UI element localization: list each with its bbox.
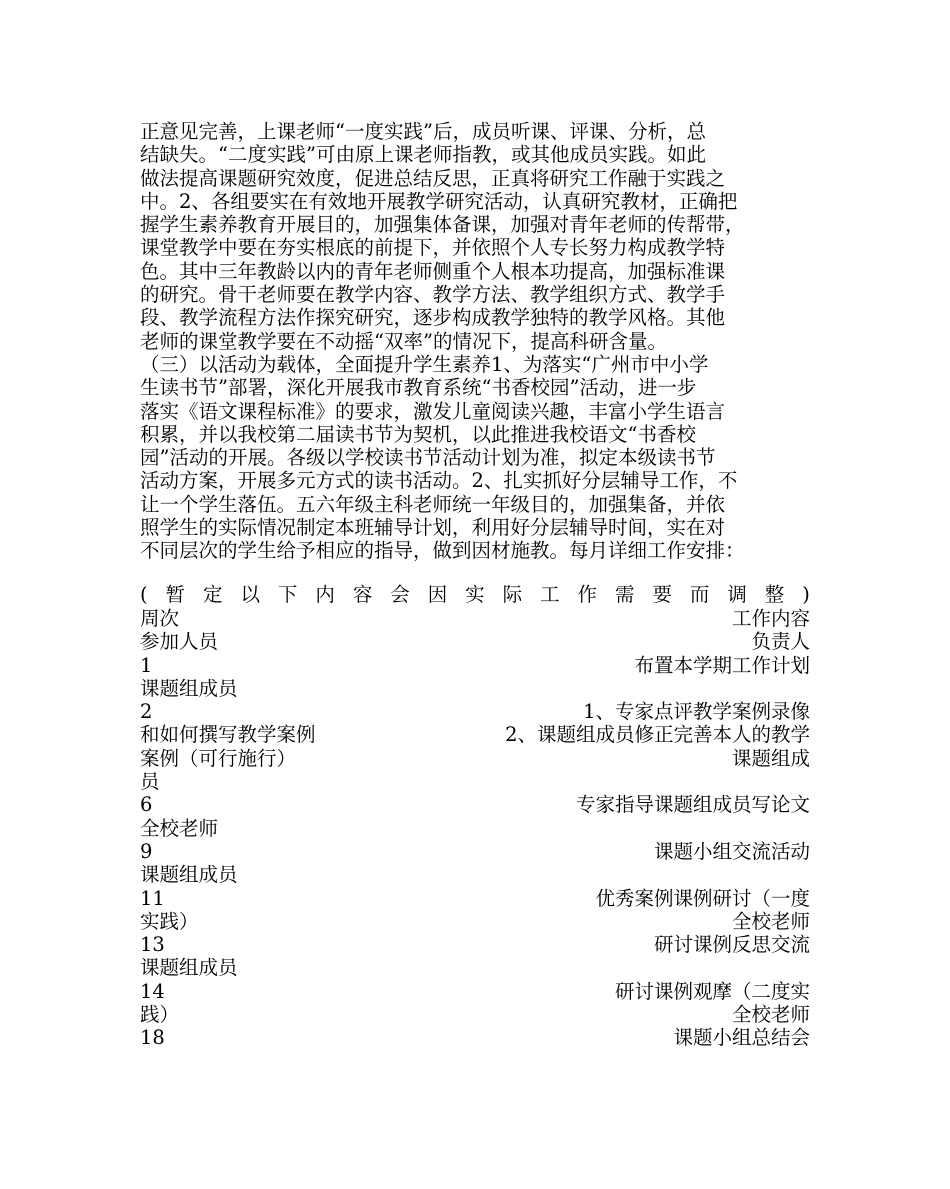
row-left-cell: 9 — [140, 839, 153, 863]
paragraph-line: 段、教学流程方法作探究研究，逐步构成教学独特的教学风格。其他 — [140, 306, 726, 330]
paragraph-line: 结缺失。“二度实践”可由原上课老师指教，或其他成员实践。如此 — [140, 143, 706, 167]
row-right-cell: 工作内容 — [731, 607, 810, 630]
row-left-cell: 13 — [140, 933, 165, 957]
table-row — [140, 607, 810, 630]
note-char: 调 — [727, 583, 747, 606]
paragraph-line: 不同层次的学生给予相应的指导，做到因材施教。每月详细工作安排： — [140, 539, 745, 563]
paragraph-line: 生读书节”部署，深化开展我市教育系统“书香校园”活动，进一步 — [140, 376, 697, 400]
paragraph-line: 色。其中三年教龄以内的青年老师侧重个人根本功提高，加强标准课 — [140, 259, 726, 283]
row-right-cell: 负责人 — [751, 630, 810, 654]
paragraph-line: 积累，并以我校第二届读书节为契机，以此推进我校语文“书香校 — [140, 422, 696, 446]
note-char: 整 — [764, 583, 785, 606]
row-left-cell: 14 — [140, 979, 165, 1003]
table-row — [140, 910, 810, 933]
row-left-cell: 6 — [140, 793, 153, 817]
row-left-cell: 员 — [140, 770, 160, 794]
row-right-cell: 研讨课例观摩（二度实 — [614, 979, 810, 1003]
table-row — [140, 793, 810, 816]
note-char: ( — [140, 583, 148, 606]
table-row — [140, 747, 810, 770]
table-row — [140, 630, 810, 653]
note-char: 下 — [277, 583, 298, 606]
paragraph-line: 照学生的实际情况制定本班辅导计划，利用好分层辅导时间，实在对 — [140, 516, 726, 540]
row-left-cell: 课题组成员 — [140, 956, 238, 980]
paragraph-line: 落实《语文课程标准》的要求，激发儿童阅读兴趣，丰富小学生语言 — [140, 399, 726, 423]
note-char: 内 — [315, 583, 335, 606]
row-left-cell: 周次 — [140, 607, 180, 630]
row-left-cell: 全校老师 — [140, 816, 219, 840]
paragraph-line: 的研究。骨干老师要在教学内容、教学方法、教学组织方式、教学手 — [140, 283, 726, 307]
note-char: 作 — [577, 583, 598, 606]
row-left-cell: 参加人员 — [140, 630, 219, 654]
paragraph-line: 握学生素养教育开展目的，加强集体备课，加强对青年老师的传帮带， — [140, 213, 745, 237]
table-row — [140, 817, 810, 840]
paragraph-line: 让一个学生落伍。五六年级主科老师统一年级目的，加强集备，并依 — [140, 492, 726, 516]
row-right-cell: 优秀案例课例研讨（一度 — [595, 886, 810, 910]
note-char: 暂 — [165, 583, 186, 606]
row-left-cell: 18 — [140, 1026, 165, 1050]
row-left-cell: 2 — [140, 700, 153, 724]
paragraph-line: 园”活动的开展。各级以学校读书节活动计划为准，拟定本级读书节 — [140, 446, 716, 470]
schedule-note — [140, 583, 810, 607]
note-char: 要 — [652, 583, 672, 606]
row-left-cell: 11 — [140, 886, 165, 910]
table-row — [140, 980, 810, 1003]
row-right-cell: 全校老师 — [731, 909, 810, 933]
table-row — [140, 1026, 810, 1049]
note-char: 际 — [502, 583, 523, 606]
table-row — [140, 677, 810, 700]
row-right-cell: 研讨课例反思交流 — [653, 933, 810, 957]
table-row — [140, 887, 810, 910]
note-char: ) — [802, 583, 810, 606]
schedule-table — [140, 607, 810, 1050]
row-left-cell: 和如何撰写教学案例 — [140, 723, 316, 747]
paragraph-line: 正意见完善，上课老师“一度实践”后，成员听课、评课、分析，总 — [140, 120, 706, 143]
paragraph-line: 课堂教学中要在夯实根底的前提下，并依照个人专长努力构成教学特 — [140, 236, 726, 260]
note-char: 容 — [352, 583, 373, 606]
row-left-cell: 1 — [140, 653, 153, 677]
table-row — [140, 700, 810, 723]
table-row — [140, 654, 810, 677]
row-right-cell: 全校老师 — [731, 1003, 810, 1027]
row-left-cell: 课题组成员 — [140, 863, 238, 887]
row-right-cell: 布置本学期工作计划 — [634, 653, 810, 677]
note-char: 以 — [240, 583, 260, 606]
note-char: 会 — [390, 583, 410, 606]
paragraph-line: 老师的课堂教学要在不动摇“双率”的情况下，提高科研含量。 — [140, 329, 667, 353]
note-char: 而 — [689, 583, 710, 606]
table-row — [140, 723, 810, 746]
paragraph-line: 活动方案，开展多元方式的读书活动。2、扎实抓好分层辅导工作，不 — [140, 469, 738, 493]
table-row — [140, 770, 810, 793]
paragraph-line: 中。2、各组要实在有效地开展教学研究活动，认真研究教材，正确把 — [140, 189, 738, 213]
note-char: 因 — [427, 583, 448, 606]
row-right-cell: 课题小组交流活动 — [653, 839, 810, 863]
table-row — [140, 933, 810, 956]
row-left-cell: 案例（可行施行） — [140, 746, 297, 770]
note-char: 工 — [540, 583, 560, 606]
note-char: 定 — [203, 583, 223, 606]
table-row — [140, 1003, 810, 1026]
table-row — [140, 840, 810, 863]
note-char: 需 — [614, 583, 635, 606]
paragraph-line: （三）以活动为载体，全面提升学生素养1、为落实“广州市中小学 — [140, 352, 709, 376]
table-row — [140, 956, 810, 979]
row-left-cell: 实践） — [140, 909, 199, 933]
row-right-cell: 2、课题组成员修正完善本人的教学 — [505, 723, 810, 747]
row-right-cell: 1、专家点评教学案例录像 — [583, 700, 810, 724]
note-char: 实 — [465, 583, 485, 606]
row-left-cell: 践） — [140, 1003, 180, 1027]
row-right-cell: 专家指导课题组成员写论文 — [575, 793, 810, 817]
row-right-cell: 课题组成 — [731, 746, 810, 770]
paragraph-line: 做法提高课题研究效度，促进总结反思，正真将研究工作融于实践之 — [140, 166, 726, 190]
row-left-cell: 课题组成员 — [140, 676, 238, 700]
body-paragraph — [140, 120, 815, 563]
row-right-cell: 课题小组总结会 — [673, 1026, 810, 1050]
table-row — [140, 863, 810, 886]
